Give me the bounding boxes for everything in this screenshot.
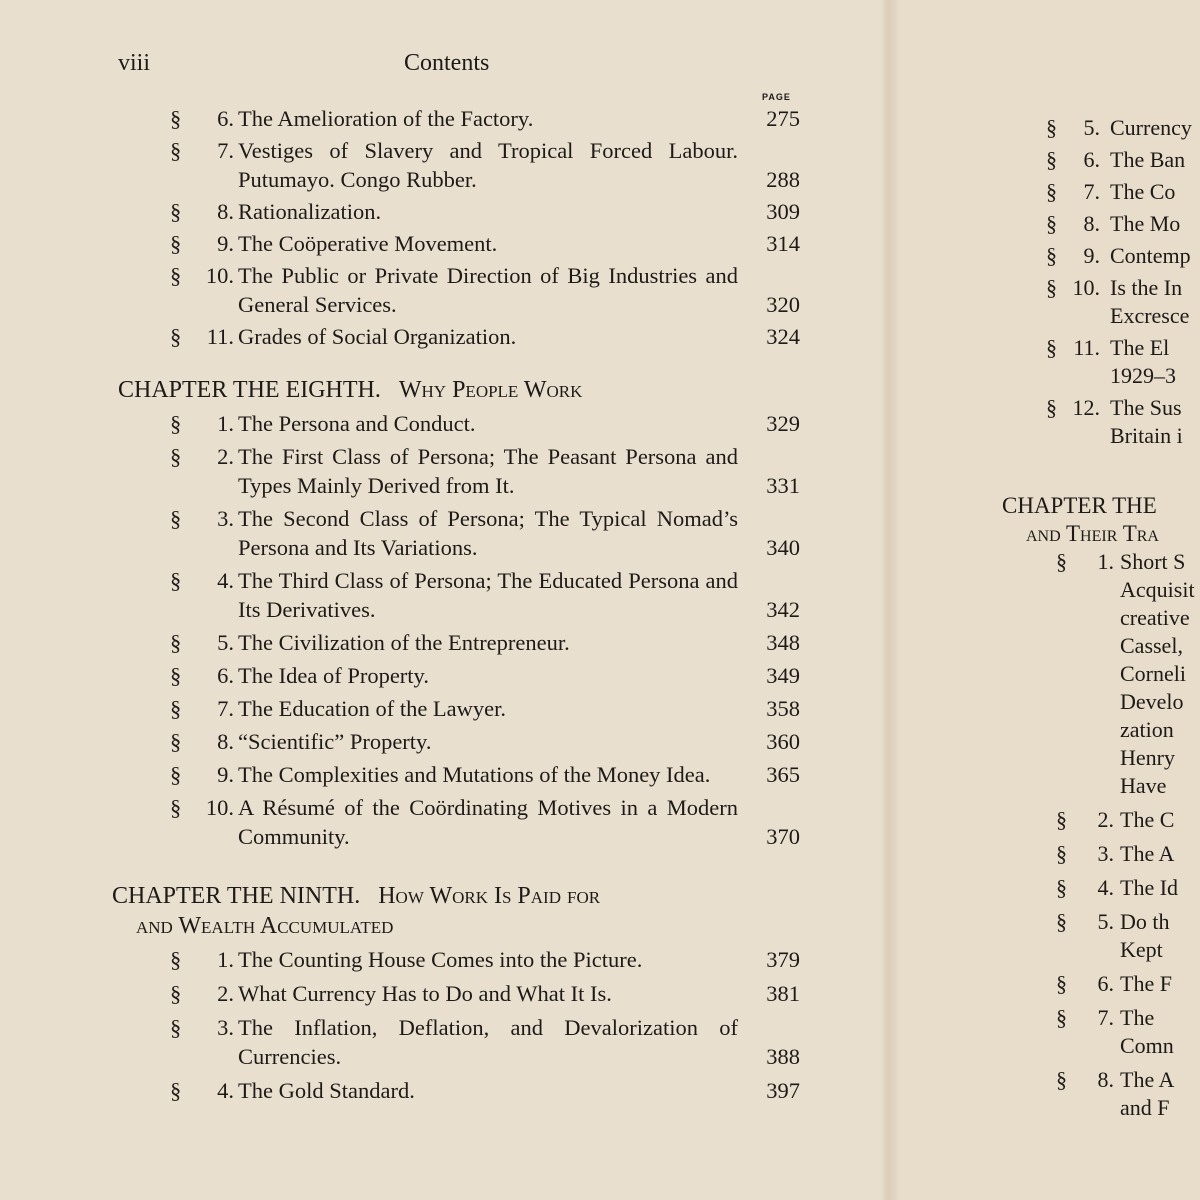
section-mark: § xyxy=(170,411,182,436)
toc-entry xyxy=(0,661,880,690)
section-title: The Third Class of Persona; The Educated Persona and Its Derivatives. xyxy=(238,568,738,622)
section-title-line: Currency xyxy=(1110,115,1192,140)
section-title: The Coöperative Movement. xyxy=(238,231,498,256)
page-number: 370 xyxy=(766,824,800,849)
toc-entry xyxy=(0,1013,880,1071)
section-title-line: The Ban xyxy=(1110,147,1186,172)
section-title xyxy=(1120,548,1200,800)
section-title-line: The A xyxy=(1120,1067,1175,1092)
section-title xyxy=(1110,178,1200,206)
page-number: 324 xyxy=(766,324,800,349)
section-title: The First Class of Persona; The Peasant Persona and Types Mainly Derived from It. xyxy=(238,444,738,498)
section-title-line: Is the In xyxy=(1110,275,1183,300)
toc-entry xyxy=(0,261,880,319)
toc-entry xyxy=(0,409,880,438)
section-title-line: The Mo xyxy=(1110,211,1181,236)
section-number: 1. xyxy=(217,411,234,436)
chapter-subtitle: and Their Tra xyxy=(1026,521,1159,546)
section-number: 7. xyxy=(1097,1005,1114,1030)
toc-entries-chapter9 xyxy=(0,945,880,1105)
section-mark: § xyxy=(170,231,182,256)
section-mark: § xyxy=(170,729,182,754)
section-title-line: Corneli xyxy=(1120,661,1186,686)
section-number: 11. xyxy=(206,324,234,349)
section-title-line: The A xyxy=(1120,841,1175,866)
section-title: The Idea of Property. xyxy=(238,663,429,688)
section-title-line: Develo xyxy=(1120,689,1184,714)
section-title xyxy=(1120,806,1200,834)
section-title-line: Cassel, xyxy=(1120,633,1183,658)
section-number: 8. xyxy=(217,729,234,754)
section-mark: § xyxy=(1046,147,1057,172)
section-number: 4. xyxy=(1097,875,1114,900)
page-number: 342 xyxy=(766,597,800,622)
toc-left xyxy=(0,104,880,1110)
section-mark: § xyxy=(170,324,182,349)
section-title xyxy=(1110,394,1200,450)
section-title-line: Acquisit xyxy=(1120,577,1195,602)
section-title xyxy=(1120,908,1200,964)
toc-entry xyxy=(898,970,1200,998)
page-number: 397 xyxy=(766,1078,800,1103)
toc-entry xyxy=(0,229,880,258)
section-number: 10. xyxy=(205,263,234,288)
toc-entries-right-top xyxy=(898,114,1200,450)
section-number: 6. xyxy=(217,106,234,131)
page-number: 320 xyxy=(766,292,800,317)
toc-right xyxy=(898,114,1200,1128)
section-mark: § xyxy=(1056,1005,1067,1030)
page-number: 309 xyxy=(766,199,800,224)
section-number: 8. xyxy=(1097,1067,1114,1092)
toc-entry xyxy=(0,793,880,851)
page-column-label: PAGE xyxy=(762,92,791,102)
section-mark: § xyxy=(170,663,182,688)
section-mark: § xyxy=(170,696,182,721)
page-number: 358 xyxy=(766,696,800,721)
page-number: 329 xyxy=(766,411,800,436)
section-title xyxy=(1110,242,1200,270)
toc-entry xyxy=(898,806,1200,834)
section-mark: § xyxy=(1046,115,1057,140)
section-title-line: The Sus xyxy=(1110,395,1182,420)
toc-entry xyxy=(0,566,880,624)
section-title: The Persona and Conduct. xyxy=(238,411,476,436)
section-number: 7. xyxy=(217,138,234,163)
section-title xyxy=(1110,146,1200,174)
section-number: 9. xyxy=(217,762,234,787)
section-number: 7. xyxy=(217,696,234,721)
section-mark: § xyxy=(1046,275,1057,300)
toc-entry xyxy=(0,322,880,351)
section-title xyxy=(1120,874,1200,902)
toc-entry xyxy=(898,242,1200,270)
toc-entry xyxy=(898,274,1200,330)
right-page xyxy=(898,0,1200,1200)
section-title-line: The Co xyxy=(1110,179,1176,204)
section-title: The Inflation, Deflation, and Devalorization of Currencies. xyxy=(238,1015,738,1069)
section-mark: § xyxy=(170,795,182,820)
section-title: The Gold Standard. xyxy=(238,1078,415,1103)
section-mark: § xyxy=(1056,1067,1067,1092)
toc-entry xyxy=(898,114,1200,142)
toc-entry xyxy=(898,1004,1200,1060)
section-title-line: 1929–3 xyxy=(1110,363,1176,388)
section-title xyxy=(1110,210,1200,238)
section-title xyxy=(1110,114,1200,142)
section-title: The Counting House Comes into the Picture. xyxy=(238,947,643,972)
toc-entry xyxy=(0,979,880,1008)
section-title xyxy=(1110,274,1200,330)
section-number: 10. xyxy=(1072,275,1100,300)
section-mark: § xyxy=(170,1015,182,1040)
toc-entry xyxy=(0,136,880,194)
chapter-label: CHAPTER THE EIGHTH. xyxy=(118,377,381,403)
section-number: 1. xyxy=(1097,549,1114,574)
section-number: 5. xyxy=(1083,115,1100,140)
section-number: 7. xyxy=(1083,179,1100,204)
section-title-line: Excresce xyxy=(1110,303,1190,328)
toc-entry xyxy=(0,760,880,789)
section-mark: § xyxy=(1056,971,1067,996)
section-title: “Scientific” Property. xyxy=(238,729,432,754)
chapter-heading-eighth xyxy=(0,375,758,405)
section-mark: § xyxy=(1046,243,1057,268)
section-title-line: Short S xyxy=(1120,549,1186,574)
section-mark: § xyxy=(1046,335,1057,360)
section-title: The Civilization of the Entrepreneur. xyxy=(238,630,570,655)
section-mark: § xyxy=(170,506,182,531)
section-mark: § xyxy=(1046,179,1057,204)
section-number: 9. xyxy=(1083,243,1100,268)
section-title: The Education of the Lawyer. xyxy=(238,696,507,721)
chapter-title: How Work Is Paid for xyxy=(378,883,601,909)
section-number: 3. xyxy=(217,506,234,531)
section-mark: § xyxy=(170,568,182,593)
toc-entry xyxy=(898,210,1200,238)
section-mark: § xyxy=(1056,549,1067,574)
toc-entry xyxy=(898,1066,1200,1122)
section-title xyxy=(1110,334,1200,390)
section-number: 6. xyxy=(1097,971,1114,996)
toc-entry xyxy=(898,394,1200,450)
section-number: 5. xyxy=(1097,909,1114,934)
toc-entry xyxy=(898,334,1200,390)
section-number: 12. xyxy=(1072,395,1100,420)
section-mark: § xyxy=(170,981,182,1006)
book-gutter xyxy=(880,0,898,1200)
section-title-line: Contemp xyxy=(1110,243,1191,268)
page-header xyxy=(118,50,800,86)
toc-entry xyxy=(0,442,880,500)
section-number: 6. xyxy=(217,663,234,688)
section-title xyxy=(1120,840,1200,868)
section-mark: § xyxy=(170,947,182,972)
section-title-line: Do th xyxy=(1120,909,1170,934)
section-title: The Second Class of Persona; The Typical Nomad’s Persona and Its Variations. xyxy=(238,506,738,560)
toc-entry xyxy=(0,197,880,226)
section-mark: § xyxy=(1046,395,1057,420)
section-mark: § xyxy=(1056,909,1067,934)
toc-entry xyxy=(0,1076,880,1105)
section-mark: § xyxy=(170,630,182,655)
section-mark: § xyxy=(1056,841,1067,866)
section-number: 4. xyxy=(217,568,234,593)
chapter-subtitle: and Wealth Accumulated xyxy=(136,913,394,939)
section-number: 9. xyxy=(217,231,234,256)
page-number: 348 xyxy=(766,630,800,655)
chapter-heading-right xyxy=(898,492,1200,548)
section-number: 1. xyxy=(217,947,234,972)
section-mark: § xyxy=(170,1078,182,1103)
page-number: 360 xyxy=(766,729,800,754)
page-number: 340 xyxy=(766,535,800,560)
section-number: 2. xyxy=(217,444,234,469)
section-title: The Complexities and Mutations of the Money Idea. xyxy=(238,762,711,787)
section-title: The Amelioration of the Factory. xyxy=(238,106,534,131)
section-number: 4. xyxy=(217,1078,234,1103)
toc-entry xyxy=(0,727,880,756)
section-number: 2. xyxy=(217,981,234,1006)
toc-entries-chapter7 xyxy=(0,104,880,351)
chapter-label: CHAPTER THE xyxy=(1002,493,1157,518)
section-mark: § xyxy=(1056,875,1067,900)
page-number: 381 xyxy=(766,981,800,1006)
section-number: 3. xyxy=(217,1015,234,1040)
chapter-label: CHAPTER THE NINTH. xyxy=(112,883,361,909)
toc-entries-chapter8 xyxy=(0,409,880,851)
section-title: Vestiges of Slavery and Tropical Forced Labour. Putumayo. Congo Rubber. xyxy=(238,138,738,192)
section-title-line: zation xyxy=(1120,717,1174,742)
page-folio: viii xyxy=(118,50,151,76)
toc-entries-right-bottom xyxy=(898,548,1200,1122)
page-number: 379 xyxy=(766,947,800,972)
section-title: Grades of Social Organization. xyxy=(238,324,517,349)
section-title-line: Henry xyxy=(1120,745,1175,770)
toc-entry xyxy=(0,104,880,133)
toc-entry xyxy=(0,504,880,562)
section-mark: § xyxy=(170,106,182,131)
section-title-line: Have xyxy=(1120,773,1167,798)
toc-entry xyxy=(0,945,880,974)
section-title: A Résumé of the Coördinating Motives in a Modern Community. xyxy=(238,795,738,849)
page-number: 388 xyxy=(766,1044,800,1069)
section-number: 6. xyxy=(1083,147,1100,172)
section-title-line: and F xyxy=(1120,1095,1170,1120)
section-number: 2. xyxy=(1097,807,1114,832)
page-number: 349 xyxy=(766,663,800,688)
toc-entry xyxy=(898,874,1200,902)
section-title-line: creative xyxy=(1120,605,1190,630)
section-title xyxy=(1120,1004,1200,1060)
toc-entry xyxy=(0,694,880,723)
section-mark: § xyxy=(1046,211,1057,236)
section-title xyxy=(1120,970,1200,998)
section-number: 10. xyxy=(205,795,234,820)
section-number: 5. xyxy=(217,630,234,655)
section-title: Rationalization. xyxy=(238,199,382,224)
page-number: 314 xyxy=(766,231,800,256)
section-number: 11. xyxy=(1073,335,1100,360)
section-title-line: Britain i xyxy=(1110,423,1183,448)
page-number: 365 xyxy=(766,762,800,787)
section-title-line: Kept xyxy=(1120,937,1163,962)
section-title: What Currency Has to Do and What It Is. xyxy=(238,981,612,1006)
section-mark: § xyxy=(170,263,182,288)
section-mark: § xyxy=(170,138,182,163)
section-number: 8. xyxy=(217,199,234,224)
section-mark: § xyxy=(170,444,182,469)
section-title-line: The xyxy=(1120,1005,1155,1030)
chapter-title: Why People Work xyxy=(398,377,583,403)
section-number: 3. xyxy=(1097,841,1114,866)
section-mark: § xyxy=(1056,807,1067,832)
section-mark: § xyxy=(170,762,182,787)
section-title-line: Comn xyxy=(1120,1033,1174,1058)
chapter-heading-ninth xyxy=(0,881,752,941)
toc-entry xyxy=(898,178,1200,206)
toc-entry xyxy=(898,908,1200,964)
section-title-line: The C xyxy=(1120,807,1175,832)
toc-entry xyxy=(898,548,1200,800)
section-number: 8. xyxy=(1083,211,1100,236)
section-mark: § xyxy=(170,199,182,224)
toc-entry xyxy=(0,628,880,657)
toc-entry xyxy=(898,840,1200,868)
page-number: 288 xyxy=(766,167,800,192)
running-title: Contents xyxy=(404,50,490,76)
page-number: 331 xyxy=(766,473,800,498)
page-number: 275 xyxy=(766,106,800,131)
toc-entry xyxy=(898,146,1200,174)
section-title: The Public or Private Direction of Big Industries and General Services. xyxy=(238,263,738,317)
section-title xyxy=(1120,1066,1200,1122)
section-title-line: The F xyxy=(1120,971,1172,996)
section-title-line: The Id xyxy=(1120,875,1179,900)
section-title-line: The El xyxy=(1110,335,1170,360)
